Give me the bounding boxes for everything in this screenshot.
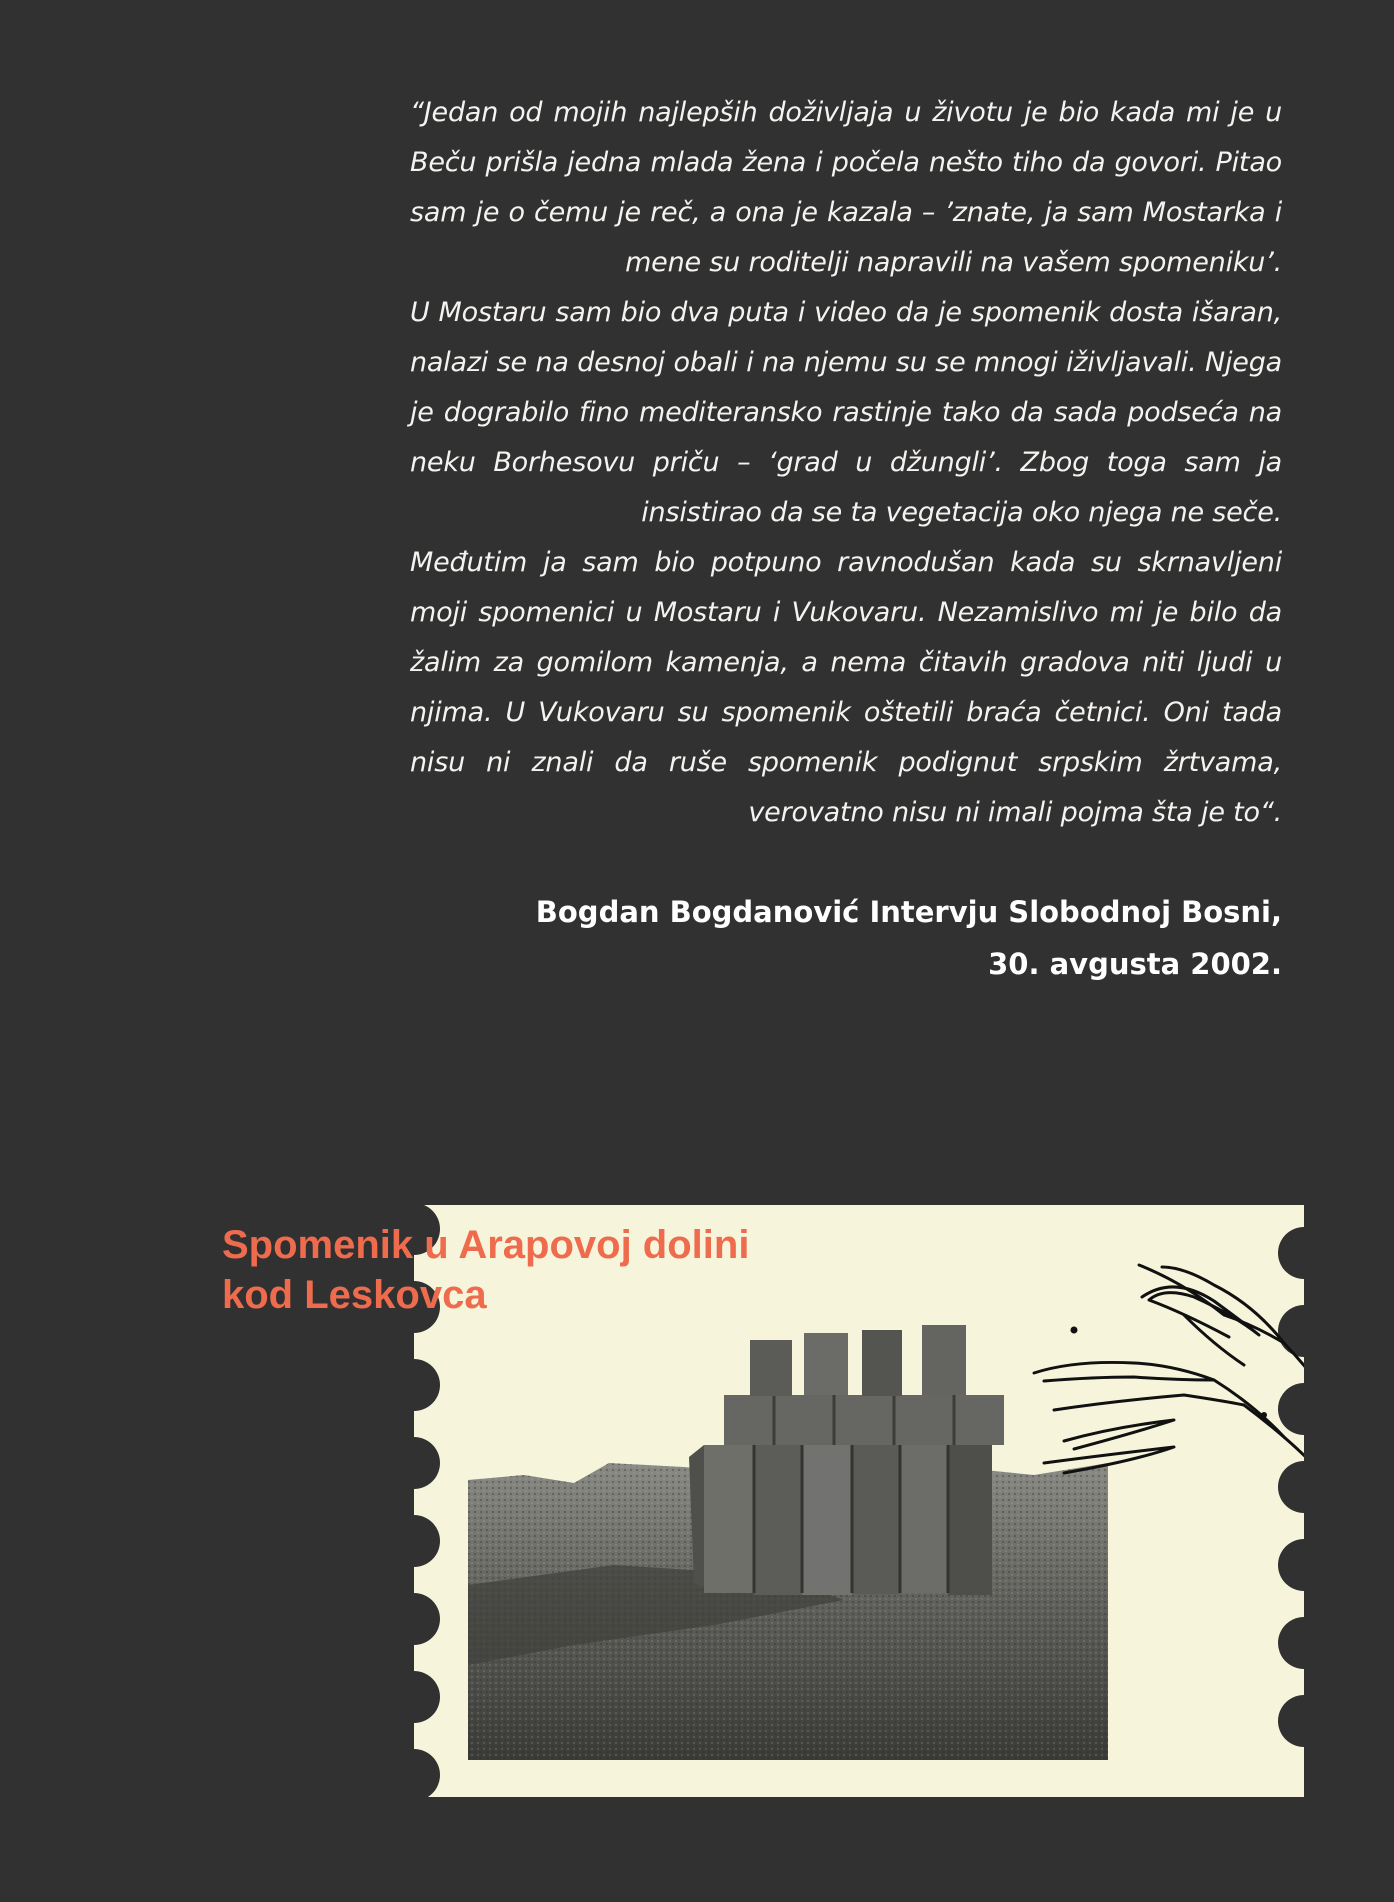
caption-line-1: Spomenik u Arapovoj dolini [222,1223,750,1267]
quote-paragraph-1: “Jedan od mojih najlepših doživljaja u životu je bio kada mi je u Beču prišla jedna mlada žena i počela nešto tiho da govori. Pitao sam je o čemu je reč, a ona je kazala – ’znate, ja sam Mostarka i mene su roditelji napravili na vašem spomeniku’. [410,97,1282,278]
source-line-2: 30. avgusta 2002. [988,947,1282,981]
quote-paragraph-3: Međutim ja sam bio potpuno ravnodušan kada su skrnavljeni moji spomenici u Mostaru i Vukovaru. Nezamislivo mi je bilo da žalim za gomilom kamenja, a nema čitavih gradova niti ljudi u njima. U Vukovaru su spomenik oštetili braća četnici. Oni tada nisu ni znali da ruše spomenik podignut srpskim žrtvama, verovatno nisu ni imali pojma šta je to“. [410,547,1282,828]
photo-caption [222,1220,749,1320]
quote-source [400,886,1282,990]
quote-block [410,88,1282,838]
quote-paragraph-2: U Mostaru sam bio dva puta i video da je spomenik dosta išaran, nalazi se na desnoj obali i na njemu su se mnogi iživljavali. Njega je dograbilo fino mediteransko rastinje tako da sada podseća na neku Borhesovu priču – ‘grad u džungli’. Zbog toga sam ja insistirao da se ta vegetacija oko njega ne seče. [410,297,1282,528]
caption-line-2: kod Leskovca [222,1273,487,1317]
source-line-1: Bogdan Bogdanović Intervju Slobodnoj Bosni, [535,895,1282,929]
